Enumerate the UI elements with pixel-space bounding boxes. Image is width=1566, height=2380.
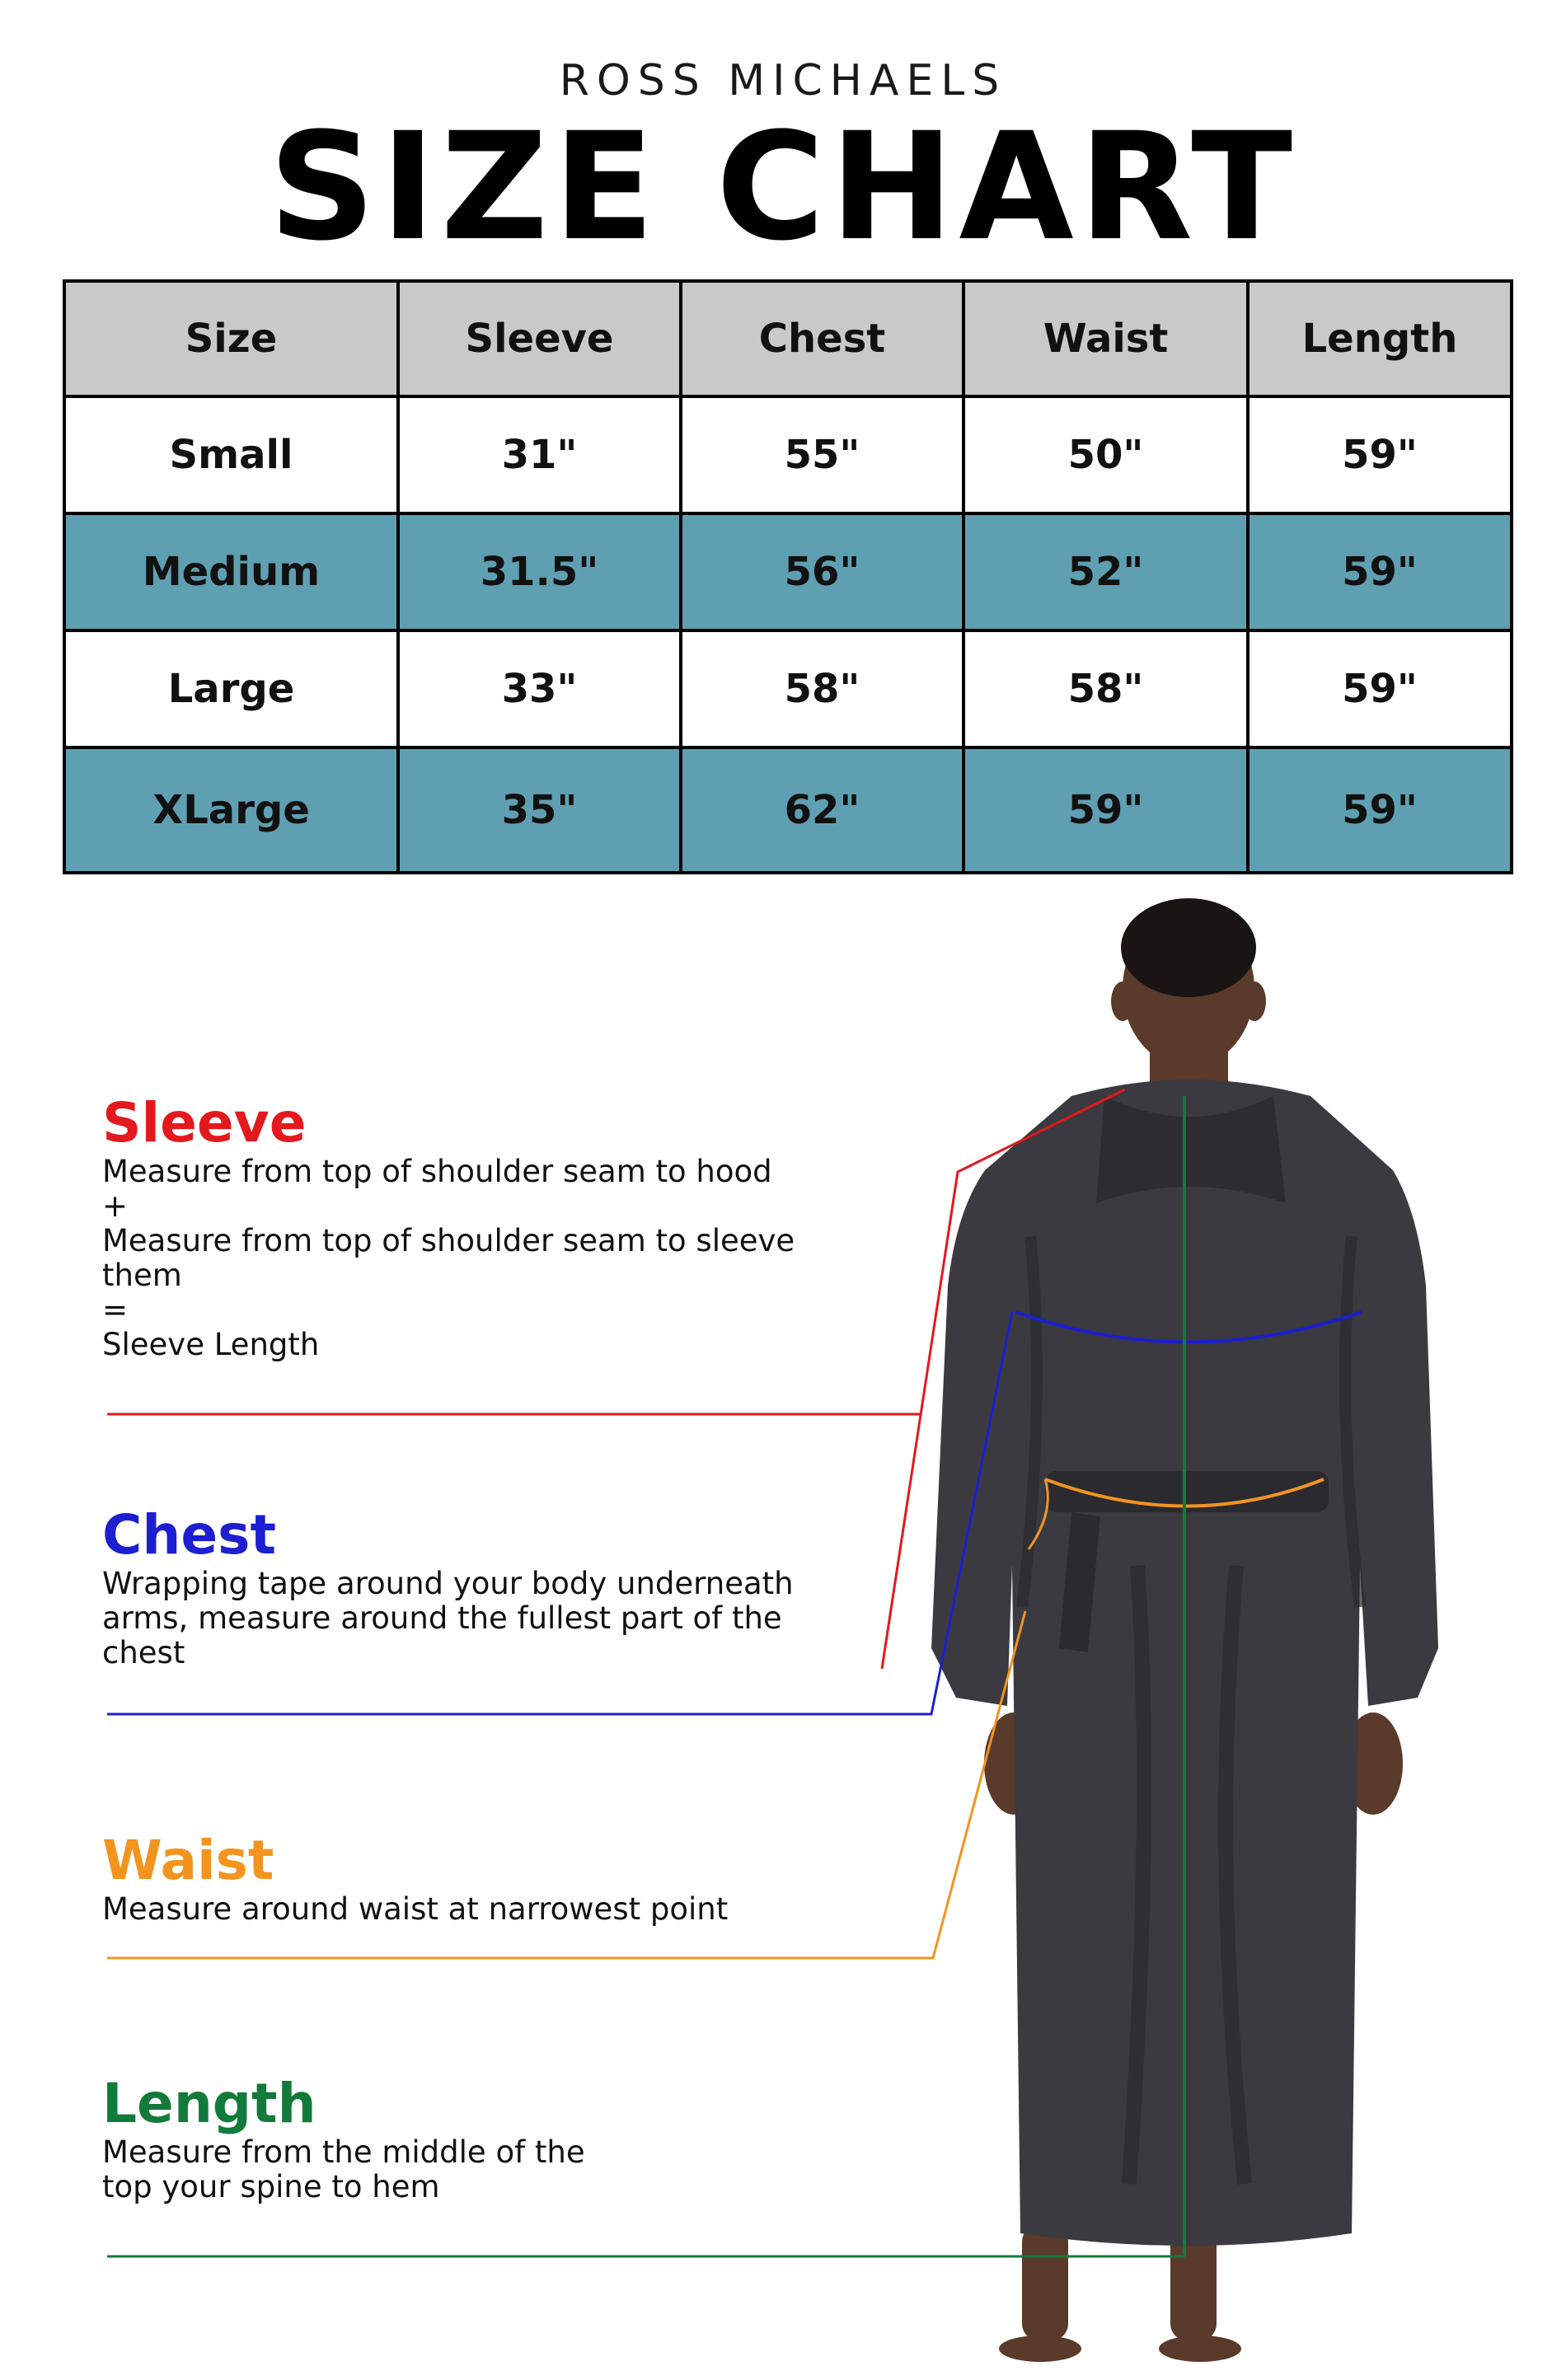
brand-name: ROSS MICHAELS: [559, 56, 1007, 105]
waist-section: [102, 1830, 728, 1927]
table-cell: 31.5": [398, 513, 681, 630]
table-cell: 31": [398, 396, 681, 513]
length-heading: Length: [102, 2072, 316, 2135]
waist-description: Measure around waist at narrowest point: [102, 1891, 729, 1927]
table-cell: 50": [964, 396, 1248, 513]
figure-legs: [999, 2225, 1241, 2362]
table-cell: 58": [681, 630, 964, 747]
table-cell: 33": [398, 630, 681, 747]
table-cell: 59": [1248, 513, 1512, 630]
chest-description: Wrapping tape around your body underneath arms, measure around the fullest part of the chest: [102, 1566, 794, 1670]
length-section: [102, 2073, 585, 2204]
table-cell: Small: [64, 396, 398, 513]
table-cell: 59": [1248, 396, 1512, 513]
header-length: Length: [1248, 281, 1512, 396]
waist-heading: Waist: [102, 1829, 274, 1892]
page-title: SIZE CHART: [268, 101, 1298, 274]
table-cell: 55": [681, 396, 964, 513]
sleeve-description: Measure from top of shoulder seam to hood + Measure from top of shoulder seam to sleeve them = Sleeve Length: [102, 1154, 795, 1362]
table-cell: XLarge: [64, 747, 398, 873]
table-cell: 59": [964, 747, 1248, 873]
table-cell: 35": [398, 747, 681, 873]
table-cell: 59": [1248, 747, 1512, 873]
table-cell: 52": [964, 513, 1248, 630]
chest-section: [102, 1504, 794, 1670]
figure-head: [1111, 898, 1266, 1096]
header-size: Size: [64, 281, 398, 396]
table-cell: 58": [964, 630, 1248, 747]
header-chest: Chest: [681, 281, 964, 396]
table-cell: Large: [64, 630, 398, 747]
table-cell: Medium: [64, 513, 398, 630]
header-waist: Waist: [964, 281, 1248, 396]
table-cell: 62": [681, 747, 964, 873]
sleeve-section: [102, 1092, 795, 1362]
length-description: Measure from the middle of the top your spine to hem: [102, 2134, 585, 2204]
chest-heading: Chest: [102, 1503, 277, 1567]
header-sleeve: Sleeve: [398, 281, 681, 396]
sleeve-heading: Sleeve: [102, 1091, 307, 1155]
table-cell: 56": [681, 513, 964, 630]
table-cell: 59": [1248, 630, 1512, 747]
